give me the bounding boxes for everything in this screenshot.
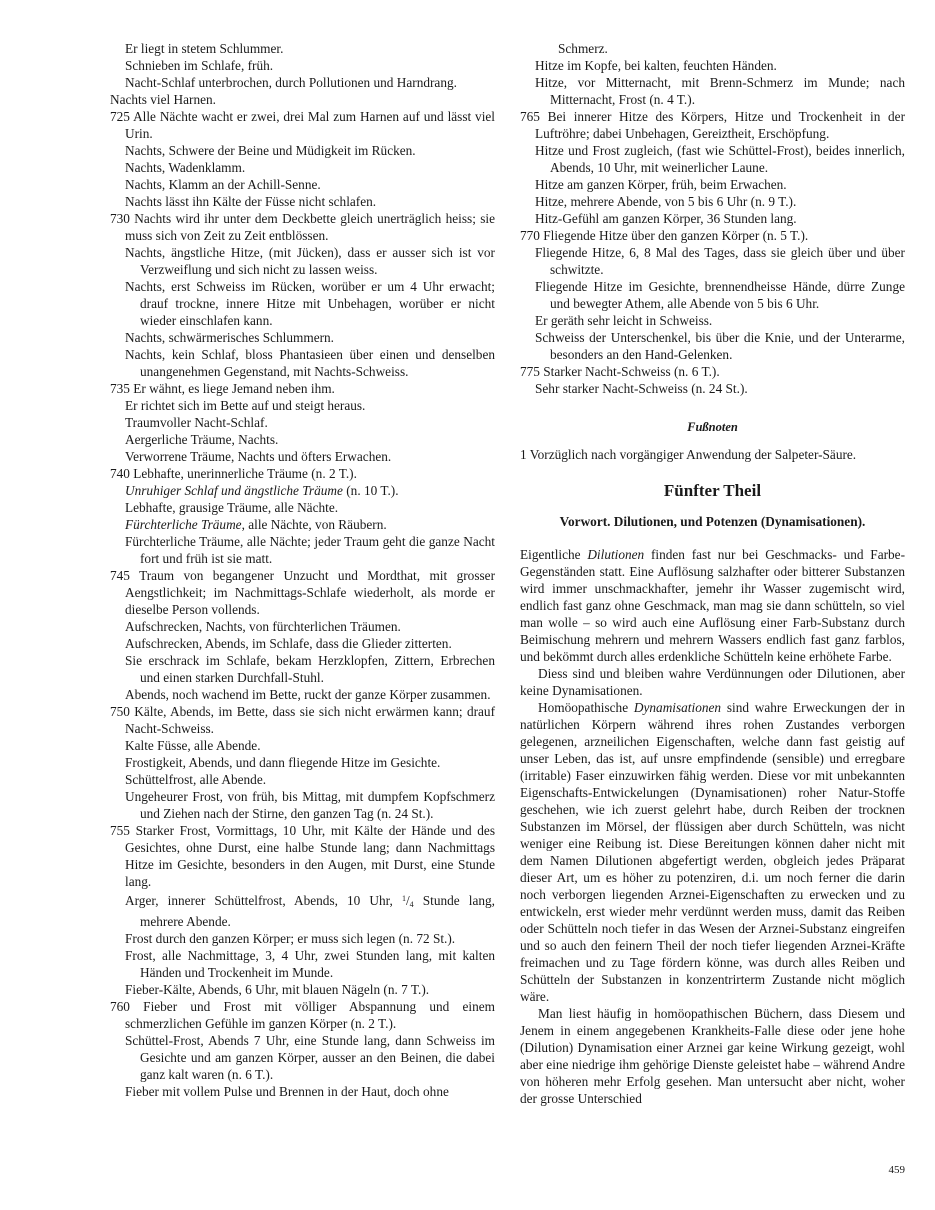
symptom-entry: Nachts, ängstliche Hitze, (mit Jücken), dass er ausser sich ist vor Verzweiflung und sich nicht zu lassen weiss. xyxy=(125,245,495,277)
symptom-entry: Frost, alle Nachmittage, 3, 4 Uhr, zwei Stunden lang, mit kalten Händen und Trockenheit im Munde. xyxy=(125,948,495,980)
symptom-entry: Hitze und Frost zugleich, (fast wie Schüttel-Frost), beides innerlich, Abends, 10 Uhr, mit weinerlicher Laune. xyxy=(535,143,905,175)
symptom-entry: Fürchterliche Träume, alle Nächte, von Räubern. xyxy=(125,517,387,532)
preface-body xyxy=(520,546,905,1107)
symptom-entry: Schmerz. xyxy=(558,41,608,56)
right-entries xyxy=(520,40,905,397)
symptom-entry: Ungeheurer Frost, von früh, bis Mittag, mit dumpfem Kopfschmerz und Ziehen nach der Stirne, den ganzen Tag (n. 24 St.). xyxy=(125,789,495,821)
symptom-entry: Nacht-Schlaf unterbrochen, durch Pollutionen und Harndrang. xyxy=(125,75,457,90)
symptom-entry: Hitze am ganzen Körper, früh, beim Erwachen. xyxy=(535,177,787,192)
symptom-entry: Frostigkeit, Abends, und dann fliegende Hitze im Gesichte. xyxy=(125,755,441,770)
symptom-entry: Nachts viel Harnen. xyxy=(110,92,216,107)
symptom-entry: Nachts, Wadenklamm. xyxy=(125,160,246,175)
symptom-entry: Frost durch den ganzen Körper; er muss sich legen (n. 72 St.). xyxy=(125,931,456,946)
symptom-entry: Schweiss der Unterschenkel, bis über die Knie, und der Unterarme, besonders an den Hand-Gelenken. xyxy=(535,330,905,362)
symptom-entry: Nachts, kein Schlaf, bloss Phantasieen über einen und denselben unangenehmen Gegenstand, mit Nachts-Schweiss. xyxy=(125,347,495,379)
symptom-entry: 735 Er wähnt, es liege Jemand neben ihm. xyxy=(110,381,335,396)
symptom-entry: Hitze im Kopfe, bei kalten, feuchten Händen. xyxy=(535,58,777,73)
symptom-entry: 755 Starker Frost, Vormittags, 10 Uhr, mit Kälte der Hände und des Gesichtes, ohne Durst, eine halbe Stunde lang; dann Nachmittags Hitze im Gesichte, besonders in den Augen, mit Durst, eine Stunde lang. xyxy=(110,823,495,889)
symptom-entry: Schüttel-Frost, Abends 7 Uhr, eine Stunde lang, dann Schweiss im Gesichte und am ganzen Körper, ausser an den Beinen, die dabei ganz kalt waren (n. 6 T.). xyxy=(125,1033,495,1082)
right-column xyxy=(520,40,905,1107)
italic-term: Dynamisationen xyxy=(633,700,722,715)
footnotes-heading: Fußnoten xyxy=(687,420,738,434)
left-column xyxy=(110,40,495,1100)
symptom-entry: 725 Alle Nächte wacht er zwei, drei Mal zum Harnen auf und lässt viel Urin. xyxy=(110,109,495,141)
symptom-entry: Nachts, Klamm an der Achill-Senne. xyxy=(125,177,321,192)
symptom-entry: Abends, noch wachend im Bette, ruckt der ganze Körper zusammen. xyxy=(125,687,491,702)
symptom-entry: Er geräth sehr leicht in Schweiss. xyxy=(535,313,713,328)
part-title: Fünfter Theil xyxy=(663,481,762,500)
symptom-entry: Sehr starker Nacht-Schweiss (n. 24 St.). xyxy=(535,381,748,396)
symptom-entry: 730 Nachts wird ihr unter dem Deckbette gleich unerträglich heiss; sie muss sich von Zeit zu Zeit entblössen. xyxy=(110,211,495,243)
footnote-1: 1 Vorzüglich nach vorgängiger Anwendung der Salpeter-Säure. xyxy=(520,447,857,462)
symptom-entry: Traumvoller Nacht-Schlaf. xyxy=(125,415,268,430)
symptom-entry: Aufschrecken, Nachts, von fürchterlichen Träumen. xyxy=(125,619,401,634)
symptom-entry: Unruhiger Schlaf und ängstliche Träume (n. 10 T.). xyxy=(125,483,399,498)
symptom-entry: Hitze, mehrere Abende, von 5 bis 6 Uhr (n. 9 T.). xyxy=(535,194,797,209)
preface-paragraph: Homöopathische Dynamisationen sind wahre Erweckungen der in natürlichen Körpern während ihres rohen Zustandes verborgen gelegenen, arzneilichen Eigenschaften, welche dann fast geistig auf unser Leben, das ist, auf unsre empfindende (sensible) und erregbare (irritable) Faser einzuwirken fähig werden. Diese vor mit unbekannten Eigenschafts-Entwickelungen (Dynamisationen) roher Natur-Stoffe geschehen, wie ich zuerst gelehrt habe, durch Reiben der trocknen Substanzen im Mörsel, der flüssigen aber durch Schütteln, was nicht weniger eine Reibung ist. Diese Bereitungen können daher nicht mit dem Namen Dilutionen abgefertigt werden, obgleich jedes Präparat dieser Art, um es höher zu potenziren, d.i. um noch ferner die darin noch verborgen liegenden Arznei-Eigenschaften zu erwecken und zu entwickeln, erst wieder mehr verdünnt werden muss, damit das Reiben oder Schütteln noch tiefer in das Wesen der Arznei-Substanz eingreifen und so auch den feinern Theil der noch tiefer liegenden Arznei-Kräfte freimachen und zu Tage fördern könne, was durch alles Reiben und Schütteln der Substanzen in konzentrirterm Zustande nicht möglich wäre. xyxy=(520,700,905,1004)
symptom-entry: Fliegende Hitze, 6, 8 Mal des Tages, dass sie gleich über und über schwitzte. xyxy=(535,245,905,277)
symptom-entry: Fieber mit vollem Pulse und Brennen in der Haut, doch ohne xyxy=(125,1084,449,1099)
symptom-entry: Nachts, erst Schweiss im Rücken, worüber er um 4 Uhr erwacht; drauf trockne, innere Hitze mit Unbehagen, worüber er nicht wieder einschlafen kann. xyxy=(125,279,495,328)
italic-phrase: Unruhiger Schlaf und ängstliche Träume xyxy=(125,483,343,498)
italic-term: Dilutionen xyxy=(587,547,645,562)
italic-phrase: Fürchterliche Träume xyxy=(125,517,242,532)
symptom-entry: Fieber-Kälte, Abends, 6 Uhr, mit blauen Nägeln (n. 7 T.). xyxy=(125,982,430,997)
symptom-entry: Hitz-Gefühl am ganzen Körper, 36 Stunden lang. xyxy=(535,211,797,226)
symptom-entry: 775 Starker Nacht-Schweiss (n. 6 T.). xyxy=(520,364,720,379)
preface-paragraph: Diess sind und bleiben wahre Verdünnungen oder Dilutionen, aber keine Dynamisationen. xyxy=(520,666,905,698)
symptom-entry: Hitze, vor Mitternacht, mit Brenn-Schmerz im Munde; nach Mitternacht, Frost (n. 4 T.). xyxy=(535,75,905,107)
symptom-entry: 745 Traum von begangener Unzucht und Mordthat, mit grosser Aengstlichkeit; im Nachmittags-Schlafe wiederholt, als morde er dieselbe Person vollends. xyxy=(110,568,495,617)
symptom-entry: 760 Fieber und Frost mit völliger Abspannung und einem schmerzlichen Gefühle im ganzen Körper (n. 2 T.). xyxy=(110,999,495,1031)
symptom-entry: Sie erschrack im Schlafe, bekam Herzklopfen, Zittern, Erbrechen und einen starken Durchfall-Stuhl. xyxy=(125,653,495,685)
symptom-entry: Aufschrecken, Abends, im Schlafe, dass die Glieder zitterten. xyxy=(125,636,452,651)
symptom-entry: 770 Fliegende Hitze über den ganzen Körper (n. 5 T.). xyxy=(520,228,809,243)
symptom-entry: Lebhafte, grausige Träume, alle Nächte. xyxy=(125,500,339,515)
symptom-entry: Aergerliche Träume, Nachts. xyxy=(125,432,279,447)
preface-paragraph: Eigentliche Dilutionen finden fast nur bei Geschmacks- und Farbe-Gegenständen statt. Eine Auflösung salzhafter oder bitterer Substanzen wird immer unschmackhafter, jemehr ihr Wasser zugemischt wird, endlich fast ganz ohne Geschmack, man mag sie dann schütteln, so viel man wolle – so wird auch eine Auflösung einer Farb-Substanz durch Beimischung mehrern und mehrern Wassers endlich fast ganz farblos, und bekömmt durch alles erdenkliche Schütteln keine erhöhete Farbe. xyxy=(520,547,906,664)
symptom-entry: Verworrene Träume, Nachts und öfters Erwachen. xyxy=(125,449,392,464)
symptom-entry: Schüttelfrost, alle Abende. xyxy=(125,772,267,787)
part-subtitle: Vorwort. Dilutionen, und Potenzen (Dynamisationen). xyxy=(559,514,866,529)
page-number: 459 xyxy=(888,1164,905,1176)
symptom-entry: 740 Lebhafte, unerinnerliche Träume (n. 2 T.). xyxy=(110,466,357,481)
preface-paragraph: Man liest häufig in homöopathischen Büchern, dass Diesem und Jenem in einem angegebenen Krankheits-Falle diese oder jene hohe (Dilution) Dynamisation einer Arznei gar keine Wirkung gezeigt, wohl aber eine niedrige ihm gehörige Dienste geleistet habe – während Andre von höheren mehr Erfolg gesehen. Man untersucht aber nicht, woher der grosse Unterschied xyxy=(520,1006,905,1106)
symptom-entry: 765 Bei innerer Hitze des Körpers, Hitze und Trockenheit in der Luftröhre; dabei Unbehagen, Gereiztheit, Erschöpfung. xyxy=(520,109,905,141)
symptom-entry: Nachts lässt ihn Kälte der Füsse nicht schlafen. xyxy=(125,194,377,209)
symptom-entry: Er liegt in stetem Schlummer. xyxy=(125,41,284,56)
symptom-entry: Fürchterliche Träume, alle Nächte; jeder Traum geht die ganze Nacht fort und früh ist sie matt. xyxy=(125,534,495,566)
symptom-entry: Schnieben im Schlafe, früh. xyxy=(125,58,274,73)
symptom-entry: Kalte Füsse, alle Abende. xyxy=(125,738,261,753)
symptom-entry: Er richtet sich im Bette auf und steigt heraus. xyxy=(125,398,366,413)
symptom-entry: Nachts, Schwere der Beine und Müdigkeit im Rücken. xyxy=(125,143,416,158)
symptom-entry: 750 Kälte, Abends, im Bette, dass sie sich nicht erwärmen kann; drauf Nacht-Schweiss. xyxy=(110,704,495,736)
symptom-entry: Fliegende Hitze im Gesichte, brennendheisse Hände, dürre Zunge und bewegter Athem, alle Abende von 5 bis 6 Uhr. xyxy=(535,279,905,311)
symptom-entry: Arger, innerer Schüttelfrost, Abends, 10 Uhr, $^1/_4$ Stunde lang, mehrere Abende. xyxy=(125,893,495,929)
symptom-entry: Nachts, schwärmerisches Schlummern. xyxy=(125,330,334,345)
